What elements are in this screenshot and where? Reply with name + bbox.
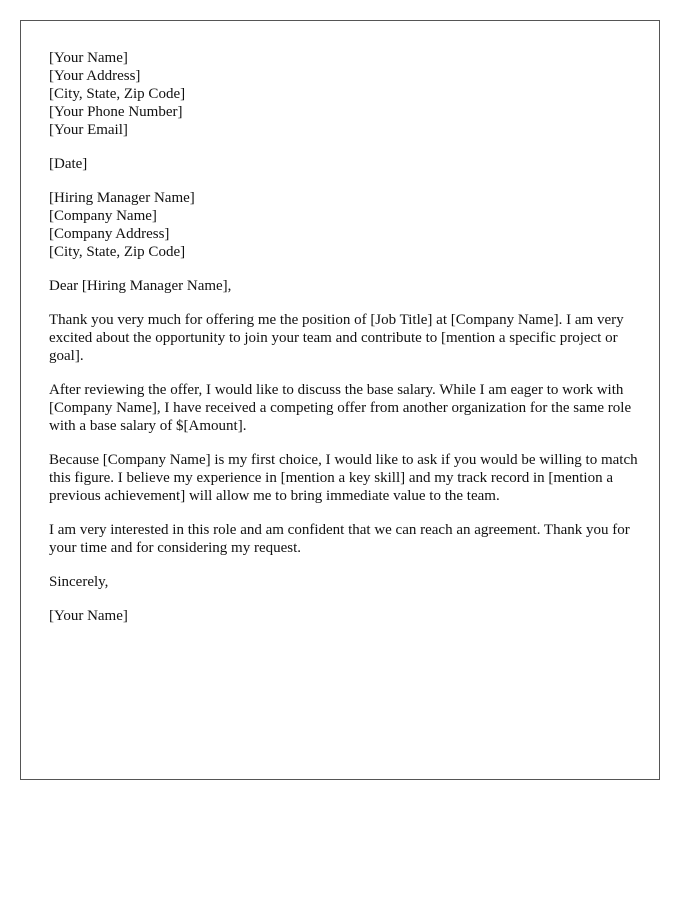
sender-email: [Your Email]	[49, 122, 128, 138]
letter-page	[20, 20, 660, 780]
sender-phone: [Your Phone Number]	[49, 104, 183, 120]
recipient-company: [Company Name]	[49, 208, 157, 224]
paragraph-opening: Thank you very much for offering me the position of [Job Title] at [Company Name]. I am very excited about the opportunity to join your team and contribute to [mention a specific project or goal].	[49, 312, 624, 364]
letter-date: [Date]	[49, 156, 88, 172]
sender-address: [Your Address]	[49, 68, 141, 84]
letter-body	[49, 49, 639, 641]
paragraph-closing-remarks: I am very interested in this role and am confident that we can reach an agreement. Thank you for your time and for considering my request.	[49, 522, 630, 556]
paragraph-request: Because [Company Name] is my first choice, I would like to ask if you would be willing to match this figure. I believe my experience in [mention a key skill] and my track record in [mention a previous achievement] will allow me to bring immediate value to the team.	[49, 452, 638, 504]
salutation: Dear [Hiring Manager Name],	[49, 278, 232, 294]
closing: Sincerely,	[49, 574, 109, 590]
sender-name: [Your Name]	[49, 50, 128, 66]
recipient-name: [Hiring Manager Name]	[49, 190, 195, 206]
date-block	[49, 155, 639, 173]
sender-block	[49, 49, 639, 139]
recipient-address: [Company Address]	[49, 226, 170, 242]
signature: [Your Name]	[49, 608, 128, 624]
sender-city-state-zip: [City, State, Zip Code]	[49, 86, 186, 102]
recipient-block	[49, 189, 639, 261]
recipient-city-state-zip: [City, State, Zip Code]	[49, 244, 186, 260]
paragraph-salary-discussion: After reviewing the offer, I would like to discuss the base salary. While I am eager to work with [Company Name], I have received a competing offer from another organization for the same role with a base salary of $[Amount].	[49, 382, 632, 434]
